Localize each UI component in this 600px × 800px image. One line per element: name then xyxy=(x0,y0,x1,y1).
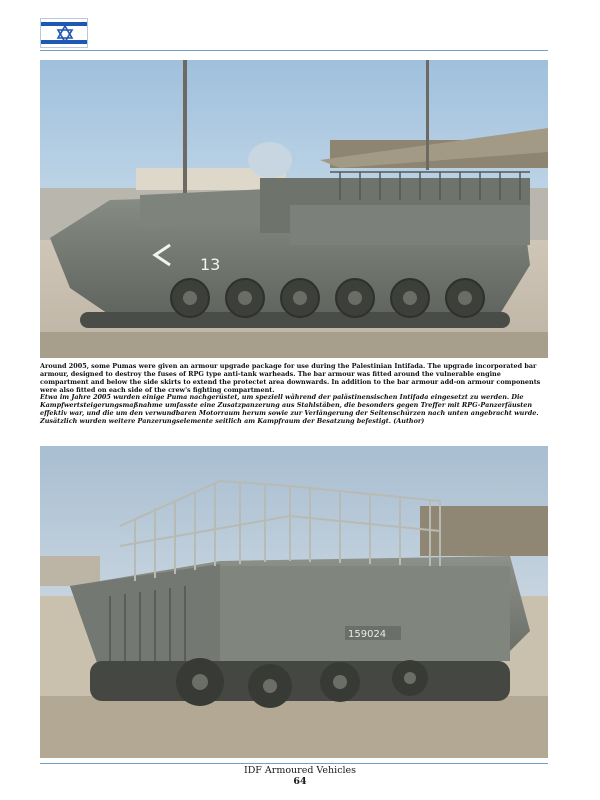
flag-stripe xyxy=(41,40,87,44)
puma-rear-view-photo xyxy=(40,446,548,758)
caption-english: Around 2005, some Pumas were given an armour upgrade package for use during the Palestinian Intifada. The upgrade incorporated bar armour, designed to destroy the fuses of RPG type anti-tank warheads. The bar armour was fitted around the vulnerable engine compartment and below the side skirts to extend the protectet area downwards. In addition to the bar armour add-on armour components were also fitted on each side of the crew's fighting compartment. xyxy=(40,362,541,394)
footer-book-title: IDF Armoured Vehicles xyxy=(243,765,357,776)
vehicle-marking: 13 xyxy=(200,255,221,274)
vehicle-number-plate: 159024 xyxy=(348,629,387,640)
israel-flag-icon xyxy=(40,18,88,48)
footer-divider xyxy=(40,763,548,764)
puma-side-view-photo xyxy=(40,60,548,358)
page-number: 64 xyxy=(293,776,307,787)
photo-caption xyxy=(40,363,550,426)
caption-german: Etwa im Jahre 2005 wurden einige Puma nachgerüstet, um speziell während der palästinensischen Intifada eingesetzt zu werden. Die Kampfwertsteigerungsmaßnahme umfasste eine Zusatzpanzerung aus Stahlstäben, die besonders gegen Treffer mit RPG-Panzerfäusten effektiv war, und die um den verwundbaren Motorraum herum sowie zur Verlängerung der Seitenschürzen nach unten angebracht wurde. Zusätzlich wurden weitere Panzerungselemente seitlich am Kampfraum der Besatzung befestigt. (Author) xyxy=(40,393,539,426)
header-divider xyxy=(40,50,548,51)
